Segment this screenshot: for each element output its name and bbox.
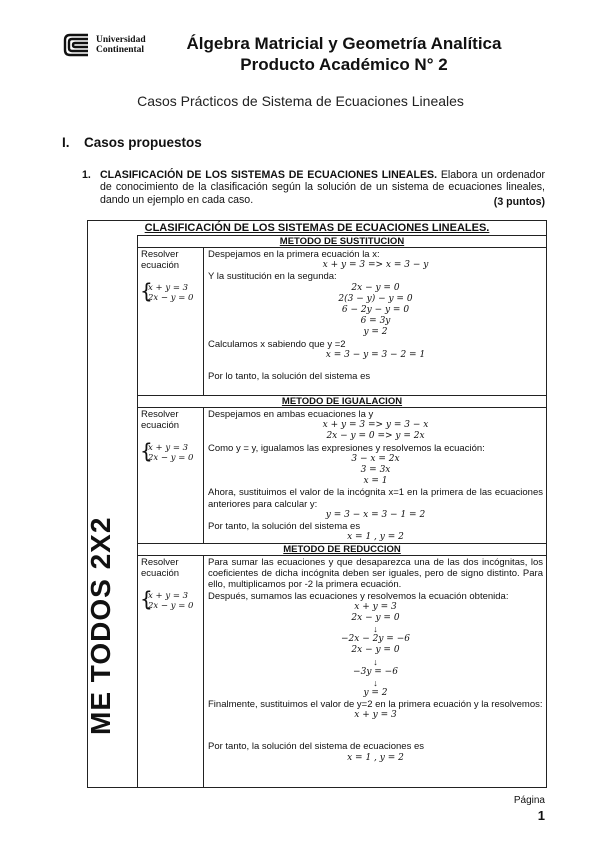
text-line: Calculamos x sabiendo que y =2 xyxy=(208,338,346,350)
document-title xyxy=(174,33,514,75)
down-arrow-icon: ↓ xyxy=(373,677,378,688)
spacer xyxy=(208,361,543,371)
text-line: Por lo tanto, la solución del sistema es xyxy=(208,371,371,383)
equation-line: x + y = 3 => y = 3 − x xyxy=(322,420,429,431)
equation-system xyxy=(141,591,200,611)
equation-line: x + y = 3 xyxy=(354,601,397,612)
equation-line: 3 − x = 2x xyxy=(351,453,400,464)
method-left-cell xyxy=(138,248,204,395)
classification-table xyxy=(87,220,547,788)
spacer xyxy=(208,721,543,731)
title-line2: Producto Académico N° 2 xyxy=(240,55,448,74)
equation-line: y = 2 xyxy=(363,687,388,698)
equation-line: x = 1 , y = 2 xyxy=(347,532,404,543)
equation-line: x = 1 xyxy=(363,476,388,487)
side-column xyxy=(85,235,138,787)
system-eq: 2x − y = 0 xyxy=(148,293,194,303)
text-line: Por tanto, la solución del sistema de ecuaciones es xyxy=(208,741,424,753)
equation-line: x + y = 3 xyxy=(354,710,397,721)
text-line: Como y = y, igualamos las expresiones y resolvemos la ecuación: xyxy=(208,442,485,454)
equation-line: −2x − 2y = −6 xyxy=(341,634,410,645)
method-left-label: Resolver ecuación xyxy=(141,249,180,271)
equation-line: x = 3 − y = 3 − 2 = 1 xyxy=(325,349,426,360)
task-text: Elabora un ordenador de conocimiento de la clasificación según la solución de un sistema de ecuaciones lineales, dando un ejemplo en cada caso. xyxy=(100,169,545,206)
footer-page-label: Página xyxy=(513,795,545,806)
text-line: Por tanto, la solución del sistema es xyxy=(208,521,361,533)
method-body xyxy=(205,408,546,543)
logo-line1: Universidad xyxy=(96,35,146,45)
equation-line: 2x − y = 0 xyxy=(351,613,400,624)
method-body xyxy=(205,248,546,395)
equation-line: x + y = 3 => x = 3 − y xyxy=(322,260,429,271)
task-bold-text: CLASIFICACIÓN DE LOS SISTEMAS DE ECUACIONES LINEALES. xyxy=(100,169,438,181)
text-line: Finalmente, sustituimos el valor de y=2 en la primera ecuación y la resolvemos: xyxy=(208,699,543,711)
page-header xyxy=(62,26,542,86)
task-number: 1. xyxy=(82,169,91,181)
system-eq: 2x − y = 0 xyxy=(148,601,194,611)
method-left-label: Resolver ecuación xyxy=(141,409,180,431)
text-line: Para sumar las ecuaciones y que desaparezca una de las dos incógnitas, los coeficientes de dicha incógnita deben ser iguales, pero de signo distinto. Para ello, multiplicamos por -2 la primera ecuación. xyxy=(208,557,543,591)
system-eq: { x + y = 3 xyxy=(148,591,189,601)
logo-line2: Continental xyxy=(96,45,145,55)
section-heading xyxy=(62,135,202,150)
equation-line: 2x − y = 0 xyxy=(351,282,400,293)
text-line: Despejamos en ambas ecuaciones la y xyxy=(208,409,374,420)
title-line1: Álgebra Matricial y Geometría Analítica xyxy=(186,34,502,53)
method-left-label: Resolver ecuación xyxy=(141,557,180,579)
method-left-cell xyxy=(138,408,204,543)
method-body xyxy=(205,556,546,788)
method-equalization xyxy=(138,395,546,543)
text-line: Y la sustitución en la segunda: xyxy=(208,271,337,283)
method-reduction xyxy=(138,543,546,788)
text-line: Después, sumamos las ecuaciones y resolvemos la ecuación obtenida: xyxy=(208,590,509,602)
method-heading: METODO DE IGUALACION xyxy=(138,396,546,408)
equation-line: −3y = −6 xyxy=(353,666,398,677)
page-subtitle: Casos Prácticos de Sistema de Ecuaciones Lineales xyxy=(137,93,464,109)
equation-line: 6 = 3y xyxy=(360,316,391,327)
method-left-cell xyxy=(138,556,204,788)
equation-system xyxy=(141,443,200,463)
down-arrow-icon: ↓ xyxy=(373,624,378,635)
section-number: I. xyxy=(62,135,70,150)
footer-page-number: 1 xyxy=(537,808,545,823)
equation-line: 3 = 3x xyxy=(360,465,391,476)
system-eq: { x + y = 3 xyxy=(148,283,189,293)
table-title: CLASIFICACIÓN DE LOS SISTEMAS DE ECUACIONES LINEALES. xyxy=(144,222,490,234)
equation-line: 6 − 2y − y = 0 xyxy=(341,305,410,316)
side-label: ME TODOS 2X2 xyxy=(85,516,116,735)
equation-system xyxy=(141,283,200,303)
method-heading: METODO DE REDUCCION xyxy=(138,544,546,556)
equation-line: 2x − y = 0 xyxy=(351,645,400,656)
text-line: Despejamos en la primera ecuación la x: xyxy=(208,249,380,260)
university-logo xyxy=(62,30,172,60)
system-eq: { x + y = 3 xyxy=(148,443,189,453)
text-line: Ahora, sustituimos el valor de la incógnita x=1 en la primera de las ecuaciones anteriores para calcular y: xyxy=(208,487,543,510)
continental-logo-icon xyxy=(62,31,92,59)
task-points: (3 puntos) xyxy=(493,196,545,208)
equation-line: x = 1 , y = 2 xyxy=(347,752,404,763)
equation-line: y = 3 − x = 3 − 1 = 2 xyxy=(325,509,426,520)
method-substitution xyxy=(138,235,546,395)
equation-line: 2x − y = 0 => y = 2x xyxy=(326,431,425,442)
spacer xyxy=(208,731,543,741)
system-eq: 2x − y = 0 xyxy=(148,453,194,463)
down-arrow-icon: ↓ xyxy=(373,656,378,667)
section-title: Casos propuestos xyxy=(84,135,202,150)
equation-line: 2(3 − y) − y = 0 xyxy=(338,293,413,304)
method-heading: METODO DE SUSTITUCION xyxy=(138,236,546,248)
equation-line: y = 2 xyxy=(363,327,388,338)
